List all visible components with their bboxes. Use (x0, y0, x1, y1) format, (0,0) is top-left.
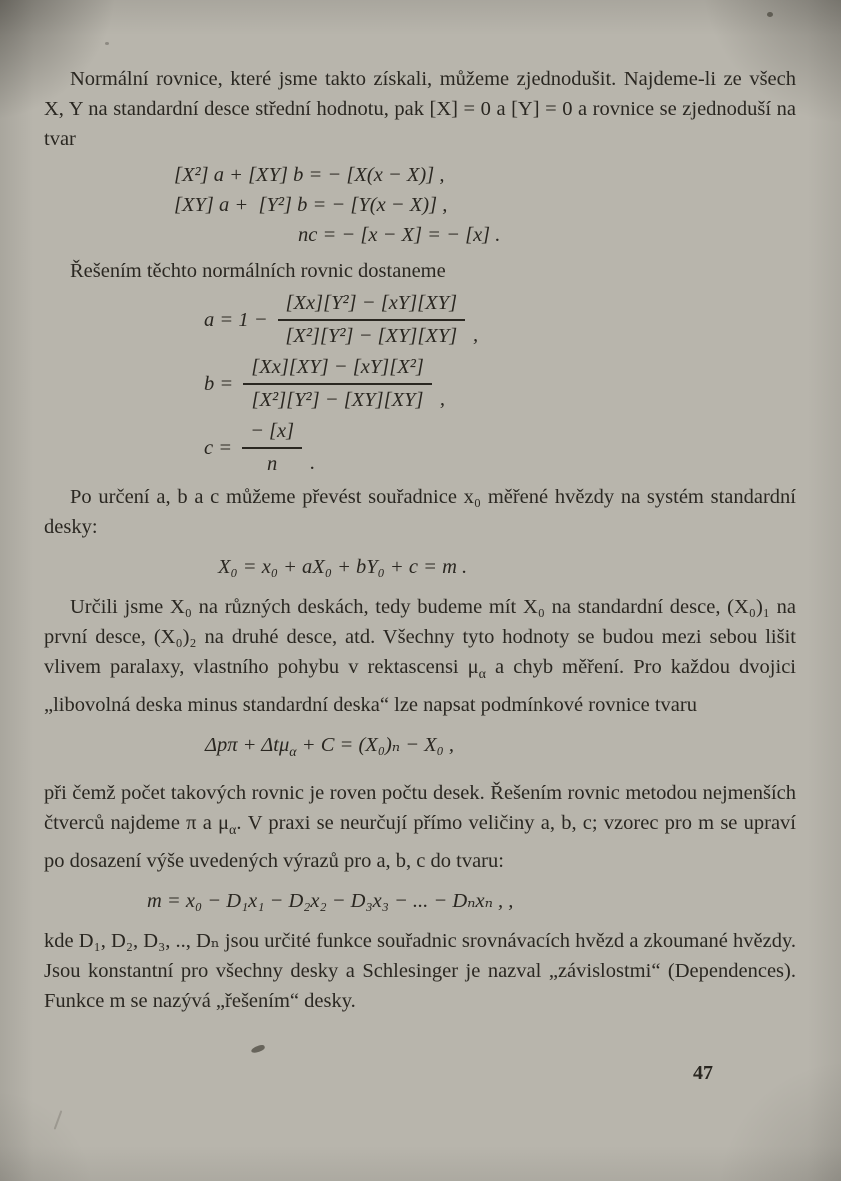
paragraph-least-squares-text-2: . V praxi se neurčují přímo veličiny a, b, c; vzorec pro m se upraví po dosazení výše uvedených výrazů pro a, b, c do tvaru: (44, 812, 796, 873)
fraction-denominator: n (266, 453, 278, 475)
paragraph-plates-text-2: a chyb měření. Pro každou dvojici „libovolná deska minus standardní deska“ lze napsat podmínkové rovnice tvaru (44, 656, 796, 717)
fraction-denominator: [X²][Y²] − [XY][XY] (251, 389, 424, 411)
ink-smudge (250, 1044, 265, 1054)
equation-line-1: [X²] a + [XY] b = − [X(x − X)] , (174, 164, 445, 186)
equation-line-3: nc = − [x − X] = − [x] . (298, 224, 501, 246)
mu-alpha-subscript: α (289, 745, 297, 761)
mu-alpha-subscript: α (229, 823, 237, 839)
paragraph-plates-text-1: Určili jsme X₀ na různých deskách, tedy budeme mít X₀ na standardní desce, (X₀)₁ na první desce, (X₀)₂ na druhé desce, atd. Všechny tyto hodnoty se budou mezi sebou lišit vlivem paralaxy, vlastního pohybu v rektascensi μ (44, 596, 796, 678)
mu-alpha-subscript: α (478, 667, 486, 683)
equation-x0: X₀ = x₀ + aX₀ + bY₀ + c = m . (218, 556, 468, 578)
equation-a-punctuation: , (473, 324, 479, 346)
equation-b-lhs: b = (204, 373, 234, 395)
equation-a-lhs: a = 1 − (204, 309, 268, 331)
paragraph-least-squares-text-1: při čemž počet takových rovnic je roven počtu desek. Řešením rovnic metodou nejmenších čtverců najdeme π a μ (44, 782, 796, 835)
equation-condition (205, 730, 796, 768)
fraction-denominator: [X²][Y²] − [XY][XY] (285, 325, 458, 347)
equation-c-fraction (242, 418, 302, 478)
equation-m: m = x₀ − D₁x₁ − D₂x₂ − D₃x₃ − ... − Dₙxₙ , , (147, 890, 514, 913)
equation-b (204, 354, 796, 414)
equation-c (204, 418, 796, 478)
fraction-numerator: [Xx][XY] − [xY][X²] (243, 354, 432, 385)
paragraph-conversion: Po určení a, b a c můžeme převést souřadnice x₀ měřené hvězdy na systém standardní desky: (44, 486, 796, 538)
equation-c-lhs: c = (204, 437, 233, 459)
equation-c-punctuation: . (310, 452, 316, 474)
equation-a-fraction (278, 290, 466, 350)
equation-line-2: [XY] a + [Y²] b = − [Y(x − X)] , (174, 194, 448, 216)
page-number: 47 (693, 1062, 713, 1084)
equation-condition-text-1: Δpπ + Δtμ (205, 734, 290, 757)
page-text-block (44, 64, 796, 1016)
paragraph-least-squares (44, 778, 796, 876)
paper-speck (105, 42, 109, 45)
equation-normal-system (174, 160, 796, 250)
equation-condition-text-2: + C = (X₀)ₙ − X₀ , (296, 734, 455, 757)
equation-a (204, 290, 796, 350)
paper-scratch (54, 1110, 63, 1129)
paragraph-dependences: kde D₁, D₂, D₃, .., Dₙ jsou určité funkce souřadnic srovnávacích hvězd a zkoumané hvězdy. Jsou konstantní pro všechny desky a Schlesinger je nazval „závislostmi“ (Dependences). Funkce m se nazývá „řešením“ desky. (44, 930, 796, 1013)
paper-speck (767, 12, 773, 17)
equation-b-fraction (243, 354, 432, 414)
paragraph-intro: Normální rovnice, které jsme takto získali, můžeme zjednodušit. Najdeme-li ze všech X, Y na standardní desce střední hodnotu, pak [X] = 0 a [Y] = 0 a rovnice se zjednoduší na tvar (44, 68, 796, 150)
paragraph-plates (44, 592, 796, 720)
fraction-numerator: [Xx][Y²] − [xY][XY] (278, 290, 466, 321)
paragraph-solution-intro: Řešením těchto normálních rovnic dostaneme (70, 260, 446, 282)
fraction-numerator: − [x] (242, 418, 302, 449)
equation-b-punctuation: , (439, 388, 445, 410)
